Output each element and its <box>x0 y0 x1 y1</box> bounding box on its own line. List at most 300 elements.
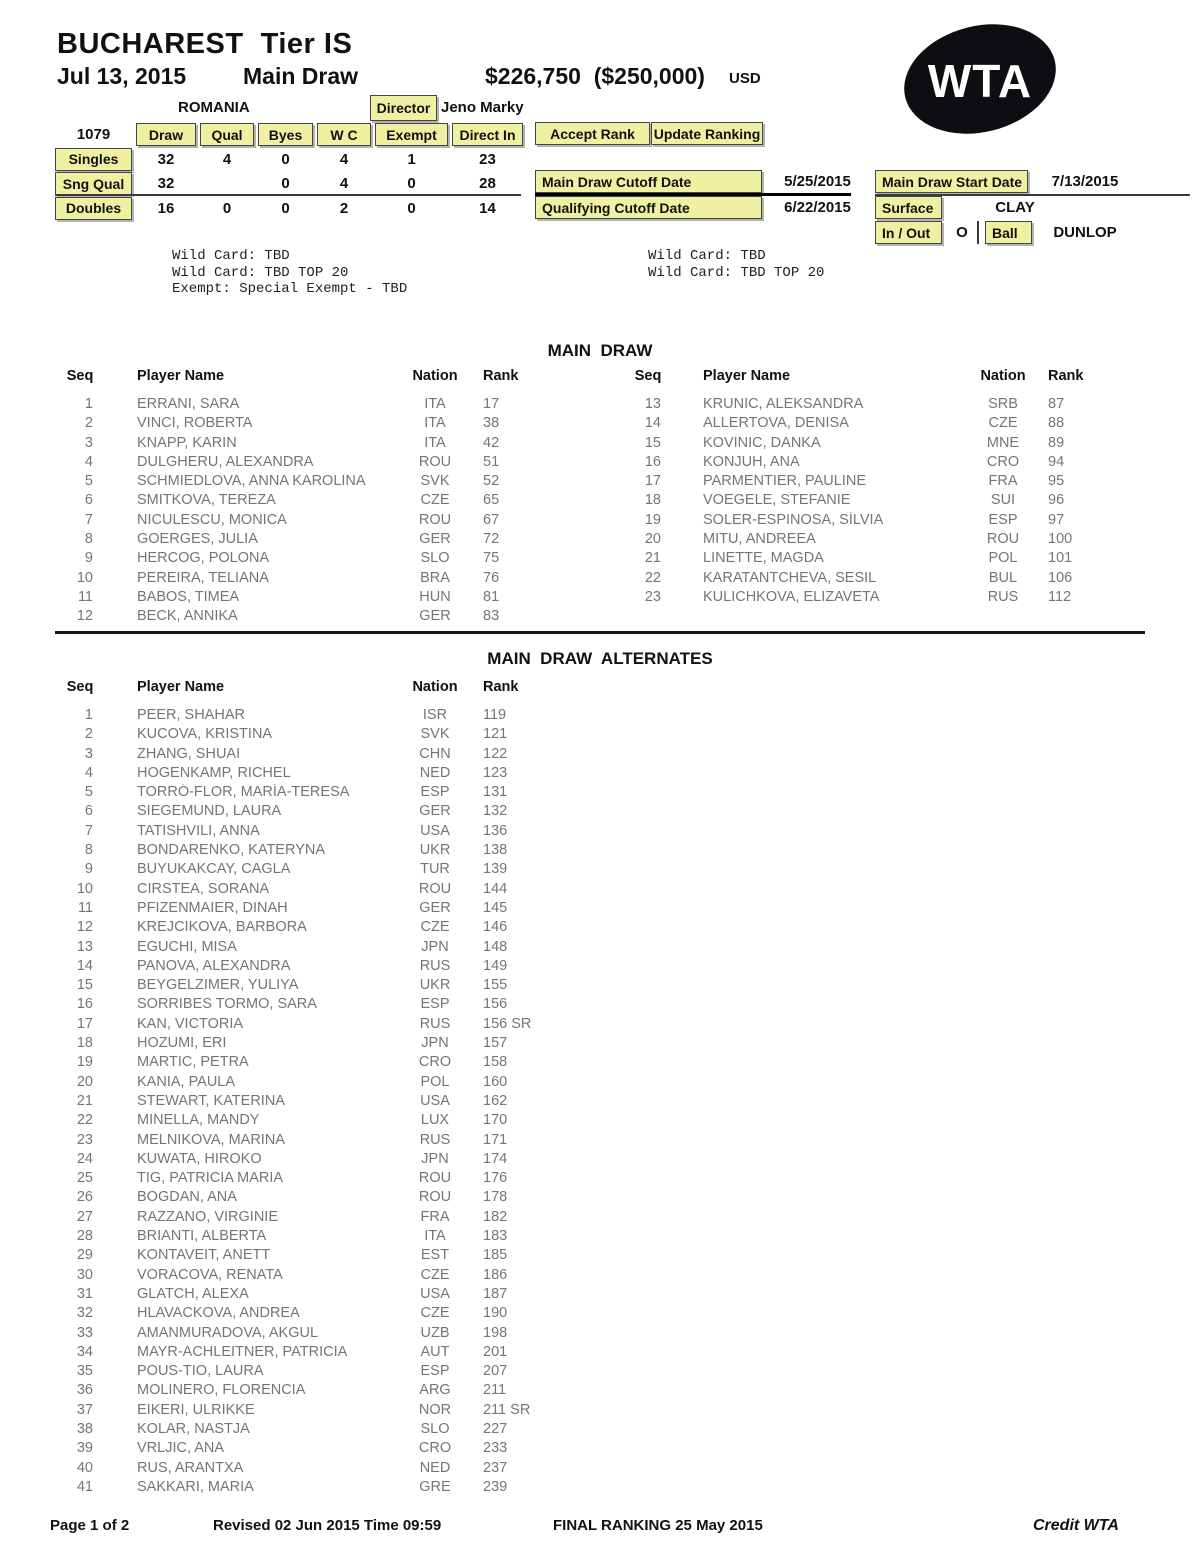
player-rank: 101 <box>1048 550 1073 567</box>
player-name: VINCI, ROBERTA <box>137 415 253 432</box>
ball-label: Ball <box>985 221 1032 244</box>
player-rank: 17 <box>483 396 500 412</box>
player-seq: 6 <box>84 492 93 509</box>
player-rank: 186 <box>483 1266 508 1283</box>
player-name: DULGHERU, ALEXANDRA <box>137 453 314 470</box>
player-rank: 187 <box>483 1285 508 1302</box>
player-nation: AUT <box>420 1343 450 1360</box>
player-seq: 5 <box>84 473 93 490</box>
player-nation: ROU <box>986 531 1020 548</box>
player-nation: SLO <box>420 1420 450 1437</box>
player-name: AMANMURADOVA, AKGUL <box>137 1324 319 1341</box>
player-nation: FRA <box>988 473 1018 490</box>
player-nation: ROU <box>418 1170 452 1187</box>
player-name: TATISHVILI, ANNA <box>137 822 260 839</box>
player-rank: 65 <box>483 492 500 509</box>
player-rank: 136 <box>483 822 508 839</box>
player-name: KANIA, PAULA <box>137 1073 236 1090</box>
surface-value: CLAY <box>995 199 1035 216</box>
player-name: RAZZANO, VIRGINIE <box>137 1208 278 1225</box>
draw-summary-table <box>55 122 523 221</box>
player-nation: CRO <box>418 1054 452 1071</box>
accept-rank-label: Accept Rank <box>535 122 650 145</box>
player-nation: POL <box>420 1073 450 1090</box>
player-name: PEER, SHAHAR <box>137 707 245 723</box>
col-header-nation: Nation <box>412 368 458 384</box>
player-rank: 121 <box>483 726 508 743</box>
draw-type-label: Main Draw <box>243 63 359 89</box>
ball-value: DUNLOP <box>1053 224 1117 241</box>
wta-logo-text: WTA <box>927 55 1033 107</box>
director-label-box <box>370 95 437 121</box>
player-nation: SVK <box>420 473 450 490</box>
player-rank: 158 <box>483 1054 508 1071</box>
player-rank: 227 <box>483 1420 508 1437</box>
cutoff-divider-line <box>535 193 851 196</box>
player-rank: 174 <box>483 1150 508 1167</box>
col-header-cell <box>136 122 196 147</box>
player-seq: 19 <box>76 1054 93 1071</box>
col-header-player: Player Name <box>137 368 225 384</box>
col-header-wc: W C <box>317 123 371 146</box>
player-seq: 6 <box>84 803 93 820</box>
main-draw-cutoff-box <box>535 170 762 193</box>
player-rank: 51 <box>483 453 500 470</box>
player-seq: 21 <box>76 1092 93 1109</box>
player-name: KOVINIC, DANKA <box>703 434 821 451</box>
player-name: POUS-TIO, LAURA <box>137 1363 264 1380</box>
player-nation: ESP <box>420 996 450 1013</box>
player-rank: 178 <box>483 1189 508 1206</box>
col-header-rank: Rank <box>483 679 519 695</box>
page-title: BUCHAREST Tier IS <box>57 28 353 60</box>
draw-value <box>200 172 254 197</box>
player-rank: 87 <box>1048 396 1065 412</box>
in-out-value: O <box>956 224 968 241</box>
player-rank: 38 <box>483 415 500 432</box>
player-name: BRIANTI, ALBERTA <box>137 1228 267 1245</box>
col-header-nation: Nation <box>980 368 1026 384</box>
player-nation: UKR <box>419 842 451 859</box>
note-line: Wild Card: TBD TOP 20 <box>172 264 349 281</box>
player-seq: 13 <box>76 938 93 955</box>
player-rank: 183 <box>483 1228 508 1245</box>
player-rank: 190 <box>483 1305 508 1322</box>
draw-value: 0 <box>222 199 232 217</box>
player-seq: 40 <box>76 1459 93 1476</box>
main-draw-title: MAIN DRAW <box>547 341 653 360</box>
player-seq: 33 <box>76 1324 93 1341</box>
col-header-seq: Seq <box>66 679 94 695</box>
player-name: RUS, ARANTXA <box>137 1459 244 1476</box>
player-nation: FRA <box>420 1208 450 1225</box>
player-nation: GER <box>419 608 451 625</box>
player-nation: ROU <box>418 511 452 528</box>
player-rank: 97 <box>1048 511 1065 528</box>
player-seq: 5 <box>84 784 93 801</box>
player-name: EGUCHI, MISA <box>137 938 237 955</box>
player-nation: ITA <box>424 434 446 451</box>
player-name: SMITKOVA, TEREZA <box>137 492 276 509</box>
player-seq: 22 <box>76 1112 93 1129</box>
player-nation: NED <box>419 1459 451 1476</box>
note-line: Wild Card: TBD <box>172 248 290 264</box>
player-nation: ISR <box>422 707 448 723</box>
tournament-date: Jul 13, 2015 <box>57 63 187 89</box>
player-rank: 81 <box>483 588 500 605</box>
player-rank: 95 <box>1048 473 1065 490</box>
player-rank: 148 <box>483 938 508 955</box>
player-seq: 32 <box>76 1305 93 1322</box>
player-name: VOEGELE, STEFANIE <box>703 492 851 509</box>
player-nation: CRO <box>418 1440 452 1457</box>
player-rank: 88 <box>1048 415 1065 432</box>
player-rank: 211 SR <box>483 1401 531 1418</box>
player-seq: 13 <box>644 396 661 412</box>
draw-row-label: Sng Qual <box>55 172 132 195</box>
col-header-seq: Seq <box>66 368 94 384</box>
player-name: HOZUMI, ERI <box>137 1035 227 1052</box>
main-draw-start-box <box>875 170 1028 193</box>
player-nation: CZE <box>420 919 450 936</box>
alternates-table <box>55 679 545 1498</box>
in-out-label: In / Out <box>875 221 942 244</box>
in-out-box <box>875 221 942 244</box>
player-rank: 182 <box>483 1208 508 1225</box>
player-seq: 10 <box>76 569 93 586</box>
player-seq: 9 <box>84 861 93 878</box>
player-nation: CZE <box>420 492 450 509</box>
player-seq: 3 <box>84 434 93 451</box>
player-seq: 30 <box>76 1266 93 1283</box>
player-name: SAKKARI, MARIA <box>137 1478 254 1495</box>
player-seq: 28 <box>76 1228 93 1245</box>
main-draw-cutoff-value: 5/25/2015 <box>784 173 851 190</box>
player-rank: 207 <box>483 1363 508 1380</box>
player-nation: SLO <box>420 550 450 567</box>
player-nation: CHN <box>419 745 451 762</box>
player-seq: 7 <box>84 822 93 839</box>
player-seq: 34 <box>76 1343 93 1360</box>
player-nation: USA <box>420 822 450 839</box>
player-rank: 201 <box>483 1343 508 1360</box>
player-name: GLATCH, ALEXA <box>137 1285 249 1302</box>
col-header-draw: Draw <box>136 123 196 146</box>
player-nation: HUN <box>419 588 451 605</box>
player-nation: ESP <box>988 511 1018 528</box>
update-ranking-label: Update Ranking <box>651 122 763 145</box>
credit-note: Credit WTA <box>1033 1517 1119 1534</box>
update-ranking-box <box>651 122 763 145</box>
player-rank: 145 <box>483 899 508 916</box>
player-name: MELNIKOVA, MARINA <box>137 1131 285 1148</box>
draw-value: 0 <box>281 199 290 217</box>
note-line: Exempt: Special Exempt - TBD <box>172 281 408 297</box>
tournament-number: 1079 <box>76 126 111 143</box>
draw-value: 32 <box>157 175 175 193</box>
wta-logo <box>903 26 1057 136</box>
col-header-seq: Seq <box>634 368 662 384</box>
player-rank: 138 <box>483 842 508 859</box>
player-nation: USA <box>420 1092 450 1109</box>
director-name: Jeno Marky <box>441 99 524 116</box>
col-header-player: Player Name <box>137 679 225 695</box>
player-nation: JPN <box>421 938 449 955</box>
player-nation: LUX <box>420 1112 450 1129</box>
draw-value: 0 <box>281 175 290 193</box>
col-header-rank: Rank <box>1048 368 1084 384</box>
draw-value: 2 <box>339 199 349 217</box>
player-name: KNAPP, KARIN <box>137 434 237 451</box>
player-rank: 119 <box>483 707 507 723</box>
player-nation: BUL <box>988 569 1018 586</box>
player-name: SOLER-ESPINOSA, SÍLVIA <box>703 511 884 528</box>
draw-row-label-cell <box>55 172 132 197</box>
summary-divider-line <box>55 194 521 196</box>
qualifying-cutoff-value: 6/22/2015 <box>784 199 851 216</box>
ball-divider <box>977 221 979 244</box>
player-rank: 170 <box>483 1112 508 1129</box>
player-seq: 29 <box>76 1247 93 1264</box>
player-seq: 3 <box>84 745 93 762</box>
player-seq: 20 <box>644 531 661 548</box>
player-rank: 239 <box>483 1478 508 1495</box>
player-seq: 26 <box>76 1189 93 1206</box>
player-rank: 156 SR <box>483 1015 532 1032</box>
player-seq: 17 <box>76 1015 93 1032</box>
player-name: KUWATA, HIROKO <box>137 1150 262 1167</box>
player-name: HOGENKAMP, RICHEL <box>137 764 291 781</box>
player-seq: 18 <box>644 492 661 509</box>
start-divider-line <box>875 194 1190 196</box>
player-nation: SRB <box>988 396 1018 412</box>
player-rank: 106 <box>1048 569 1073 586</box>
player-seq: 15 <box>76 977 93 994</box>
player-seq: 16 <box>76 996 93 1013</box>
main-draw-start-label: Main Draw Start Date <box>875 170 1028 193</box>
player-nation: ROU <box>418 880 452 897</box>
player-seq: 31 <box>76 1285 93 1302</box>
player-nation: RUS <box>419 1015 451 1032</box>
player-name: KRUNIC, ALEKSANDRA <box>703 396 864 412</box>
draw-row-label-cell <box>55 196 132 221</box>
draw-value: 0 <box>281 150 290 168</box>
player-nation: CZE <box>420 1305 450 1322</box>
player-rank: 122 <box>483 745 508 762</box>
player-name: BECK, ANNIKA <box>137 608 238 625</box>
player-rank: 42 <box>483 434 500 451</box>
player-seq: 41 <box>76 1478 93 1495</box>
player-nation: JPN <box>421 1150 449 1167</box>
player-seq: 15 <box>644 434 661 451</box>
player-name: VORACOVA, RENATA <box>137 1266 283 1283</box>
director-label: Director <box>370 95 437 121</box>
player-seq: 21 <box>644 550 661 567</box>
player-name: PFIZENMAIER, DINAH <box>137 899 288 916</box>
player-nation: UKR <box>419 977 451 994</box>
player-seq: 16 <box>644 453 661 470</box>
player-nation: SVK <box>420 726 450 743</box>
col-header-nation: Nation <box>412 679 458 695</box>
draw-row-label: Singles <box>55 148 132 171</box>
player-rank: 149 <box>483 957 508 974</box>
draw-row-label-cell <box>55 147 132 172</box>
player-seq: 22 <box>644 569 661 586</box>
player-name: EIKERI, ULRIKKE <box>137 1401 255 1418</box>
player-name: SORRIBES TORMO, SARA <box>137 996 317 1013</box>
player-seq: 23 <box>76 1131 93 1148</box>
player-name: HERCOG, POLONA <box>137 550 270 567</box>
wildcard-notes-left <box>172 248 407 298</box>
player-seq: 11 <box>77 899 93 916</box>
player-nation: CRO <box>986 453 1020 470</box>
surface-box <box>875 196 942 219</box>
main-draw-cutoff-label: Main Draw Cutoff Date <box>535 170 762 193</box>
player-seq: 23 <box>644 588 661 605</box>
player-nation: POL <box>988 550 1018 567</box>
player-nation: TUR <box>420 861 450 878</box>
player-rank: 157 <box>483 1035 508 1052</box>
player-seq: 8 <box>84 842 93 859</box>
player-seq: 8 <box>84 531 93 548</box>
player-name: HLAVACKOVA, ANDREA <box>137 1305 300 1322</box>
player-name: MAYR-ACHLEITNER, PATRICIA <box>137 1343 348 1360</box>
player-nation: CZE <box>988 415 1018 432</box>
alternates-title: MAIN DRAW ALTERNATES <box>487 649 713 668</box>
wildcard-notes-right <box>648 248 824 281</box>
player-rank: 146 <box>483 919 508 936</box>
player-rank: 83 <box>483 608 500 625</box>
player-name: LINETTE, MAGDA <box>703 550 824 567</box>
player-nation: ROU <box>418 1189 452 1206</box>
player-name: KOLAR, NASTJA <box>137 1420 250 1437</box>
draw-value: 23 <box>479 150 496 168</box>
player-name: NICULESCU, MONICA <box>137 511 287 528</box>
note-line: Wild Card: TBD TOP 20 <box>648 264 825 281</box>
col-header-player: Player Name <box>703 368 791 384</box>
player-seq: 14 <box>644 415 661 432</box>
player-seq: 39 <box>76 1440 93 1457</box>
player-seq: 36 <box>76 1382 93 1399</box>
player-nation: ARG <box>419 1382 451 1399</box>
player-seq: 37 <box>76 1401 93 1418</box>
draw-value: 32 <box>157 150 175 168</box>
player-name: MITU, ANDREEA <box>703 531 816 548</box>
player-name: KONTAVEIT, ANETT <box>137 1247 271 1264</box>
player-seq: 4 <box>84 764 93 781</box>
player-seq: 35 <box>76 1363 93 1380</box>
player-name: ALLERTOVA, DENISA <box>703 415 849 432</box>
col-header-cell <box>375 122 448 147</box>
player-nation: NED <box>419 764 451 781</box>
note-line: Wild Card: TBD <box>648 248 766 264</box>
qualifying-cutoff-box <box>535 196 762 219</box>
player-rank: 94 <box>1048 453 1065 470</box>
col-header-byes: Byes <box>258 123 313 146</box>
col-header-cell <box>200 122 254 147</box>
player-rank: 75 <box>483 550 500 567</box>
player-rank: 52 <box>483 473 500 490</box>
player-rank: 123 <box>483 764 508 781</box>
main-draw-table-left <box>55 368 545 628</box>
player-seq: 20 <box>76 1073 93 1090</box>
player-nation: JPN <box>421 1035 449 1052</box>
player-name: MINELLA, MANDY <box>137 1112 260 1129</box>
draw-value: 28 <box>479 175 496 193</box>
revised-timestamp: Revised 02 Jun 2015 Time 09:59 <box>213 1517 442 1534</box>
player-name: MARTIC, PETRA <box>137 1054 249 1071</box>
player-nation: USA <box>420 1285 450 1302</box>
player-rank: 96 <box>1048 492 1065 509</box>
player-rank: 176 <box>483 1170 508 1187</box>
player-nation: GER <box>419 531 451 548</box>
draw-value: 14 <box>479 199 496 217</box>
player-rank: 160 <box>483 1073 508 1090</box>
player-name: SIEGEMUND, LAURA <box>137 803 282 820</box>
player-rank: 198 <box>483 1324 508 1341</box>
col-header-cell <box>258 122 313 147</box>
player-rank: 132 <box>483 803 508 820</box>
player-name: STEWART, KATERINA <box>137 1092 285 1109</box>
player-name: ZHANG, SHUAI <box>137 745 241 762</box>
draw-value: 0 <box>407 175 416 193</box>
player-nation: ROU <box>418 453 452 470</box>
player-nation: GER <box>419 899 451 916</box>
player-name: ERRANI, SARA <box>137 396 240 412</box>
player-name: PANOVA, ALEXANDRA <box>137 957 291 974</box>
page-number: Page 1 of 2 <box>50 1517 130 1534</box>
player-rank: 67 <box>483 511 500 528</box>
player-rank: 72 <box>483 531 500 548</box>
player-nation: ESP <box>420 1363 450 1380</box>
player-nation: EST <box>420 1247 450 1264</box>
final-ranking-note: FINAL RANKING 25 May 2015 <box>553 1517 763 1534</box>
player-name: PEREIRA, TELIANA <box>137 569 269 586</box>
col-header-rank: Rank <box>483 368 519 384</box>
col-header-qual: Qual <box>200 123 254 146</box>
player-name: MOLINERO, FLORENCIA <box>137 1382 306 1399</box>
col-header-cell <box>452 122 523 147</box>
draw-value: 4 <box>339 175 349 193</box>
player-name: BOGDAN, ANA <box>137 1189 237 1206</box>
player-nation: ITA <box>424 1228 446 1245</box>
player-name: BEYGELZIMER, YULIYA <box>137 977 299 994</box>
player-rank: 89 <box>1048 434 1065 451</box>
player-nation: RUS <box>419 957 451 974</box>
player-nation: RUS <box>987 588 1019 605</box>
player-name: TIG, PATRICIA MARIA <box>137 1170 284 1187</box>
player-seq: 18 <box>76 1035 93 1052</box>
player-name: BONDARENKO, KATERYNA <box>137 842 326 859</box>
prize-money: $226,750 ($250,000) <box>485 63 705 89</box>
player-seq: 17 <box>644 473 661 490</box>
section-divider-line <box>55 631 1145 634</box>
player-seq: 19 <box>644 511 661 528</box>
player-seq: 1 <box>84 396 93 412</box>
player-rank: 139 <box>483 861 508 878</box>
country-label: ROMANIA <box>178 99 250 116</box>
player-name: SCHMIEDLOVA, ANNA KAROLINA <box>137 473 366 490</box>
player-name: KREJCIKOVA, BARBORA <box>137 919 307 936</box>
player-name: KUCOVA, KRISTINA <box>137 726 273 743</box>
player-seq: 2 <box>84 415 93 432</box>
player-nation: CZE <box>420 1266 450 1283</box>
player-seq: 2 <box>84 726 93 743</box>
player-name: BABOS, TIMEA <box>137 588 240 605</box>
main-draw-start-value: 7/13/2015 <box>1051 173 1119 190</box>
player-seq: 11 <box>77 588 93 605</box>
player-name: VRLJIC, ANA <box>137 1440 225 1457</box>
